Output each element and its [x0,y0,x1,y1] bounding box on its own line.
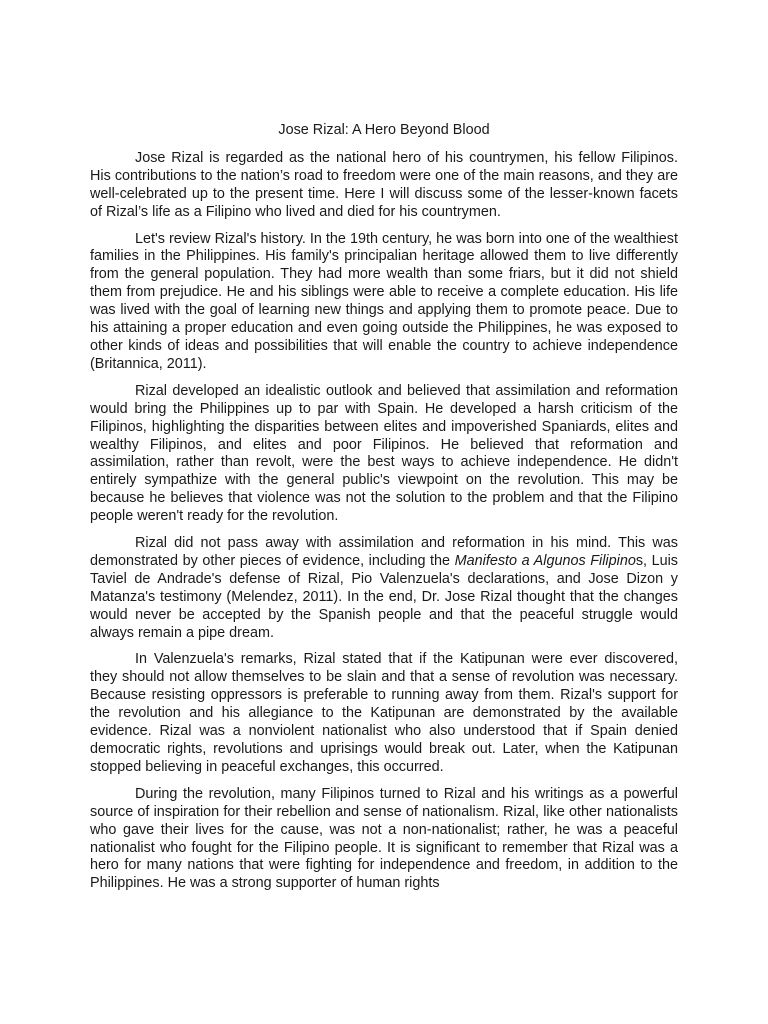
document-page [90,122,678,902]
paragraph-valenzuela: In Valenzuela's remarks, Rizal stated that if the Katipunan were ever discovered, they should not allow themselves to be slain and that a sense of revolution was necessary. Because resisting oppressors is preferable to running away from them. Rizal's support for the revolution and his allegiance to the Katipunan are demonstrated by the available evidence. Rizal was a nonviolent nationalist who also understood that if Spain denied democratic rights, revolutions and uprisings would break out. Later, when the Katipunan stopped believing in peaceful exchanges, this occurred. [90,651,678,775]
paragraph-evidence [90,535,678,642]
paragraph-outlook: Rizal developed an idealistic outlook and believed that assimilation and reformation would bring the Philippines up to par with Spain. He developed a harsh criticism of the Filipinos, highlighting the disparities between elites and impoverished Spaniards, elites and wealthy Filipinos, and elites and poor Filipinos. He believed that reformation and assimilation, rather than revolt, were the best ways to achieve independence. He didn't entirely sympathize with the general public's viewpoint on the revolution. This may be because he believes that violence was not the solution to the problem and that the Filipino people weren't ready for the revolution. [90,382,678,525]
paragraph-history: Let's review Rizal's history. In the 19th century, he was born into one of the wealthiest families in the Philippines. His family's principalian heritage allowed them to live differently from the general population. They had more wealth than some friars, but it did not shield them from prejudice. He and his siblings were able to receive a complete education. His life was lived with the goal of learning new things and applying them to promote peace. Due to his attaining a proper education and even going outside the Philippines, he was exposed to other kinds of ideas and possibilities that will enable the country to achieve independence (Britannica, 2011). [90,230,678,372]
paragraph-evidence-start: Rizal did not pass away with assimilation and reformation in his mind. This was demonstrated by other pieces of evidence, including the [90,535,678,569]
document-title: Jose Rizal: A Hero Beyond Blood [278,122,490,138]
manifesto-title: Manifesto a Algunos Filipino [454,552,636,569]
paragraph-evidence-end: s, Luis Taviel de Andrade's defense of Rizal, Pio Valenzuela's declarations, and Jose Dizon y Matanza's testimony (Melendez, 2011). In the end, Dr. Jose Rizal thought that the changes would never be accepted by the Spanish people and that the peaceful struggle would always remain a pipe dream. [90,552,678,641]
paragraph-intro: Jose Rizal is regarded as the national hero of his countrymen, his fellow Filipinos. His contributions to the nation’s road to freedom were one of the main reasons, and they are well-celebrated up to the present time. Here I will discuss some of the lesser-known facets of Rizal’s life as a Filipino who lived and died for his countrymen. [90,149,678,220]
paragraph-revolution: During the revolution, many Filipinos turned to Rizal and his writings as a powerful source of inspiration for their rebellion and sense of nationalism. Rizal, like other nationalists who gave their lives for the cause, was not a non-nationalist; rather, he was a peaceful nationalist who fought for the Filipino people. It is significant to remember that Rizal was a hero for many nations that were fighting for independence and freedom, in addition to the Philippines. He was a strong supporter of human rights [90,785,678,892]
